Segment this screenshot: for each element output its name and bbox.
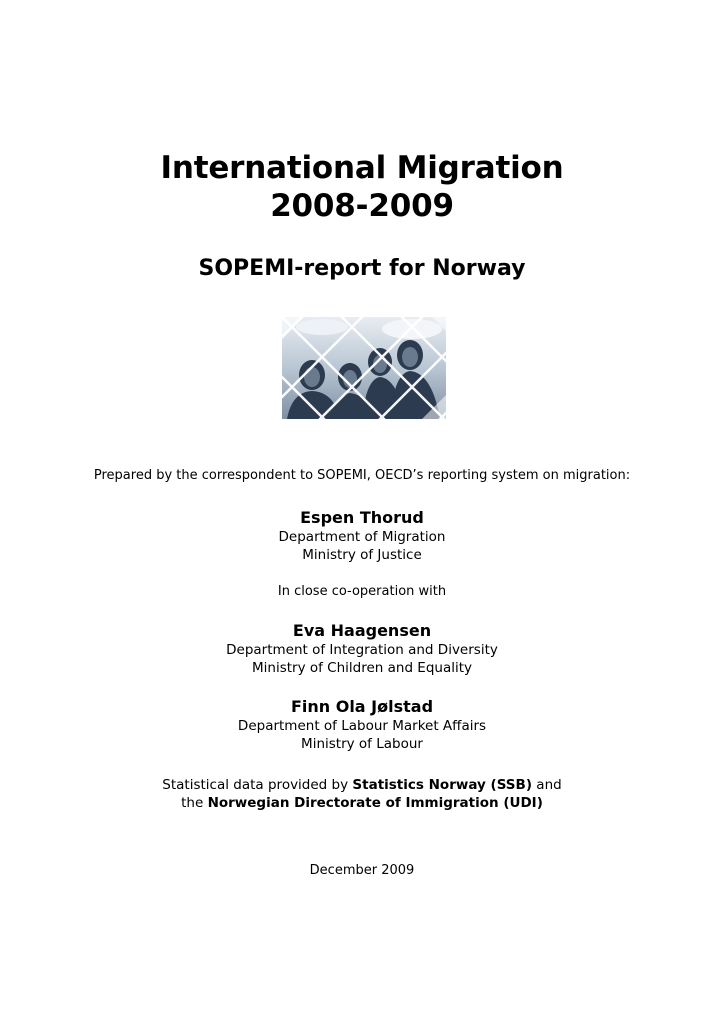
statistics-and: and <box>532 777 562 793</box>
group-photo-image <box>282 317 446 419</box>
cover-photo <box>282 317 446 419</box>
statistics-prefix: Statistical data provided by <box>162 777 353 793</box>
document-title <box>0 149 724 225</box>
author-name: Eva Haagensen <box>292 621 432 640</box>
publication-date: December 2009 <box>309 863 415 878</box>
title-line-1: International Migration <box>160 150 564 186</box>
author-ministry: Ministry of Children and Equality <box>251 660 473 676</box>
author-department: Department of Labour Market Affairs <box>237 718 487 734</box>
title-line-2: 2008-2009 <box>270 188 454 224</box>
author-name: Espen Thorud <box>300 508 424 527</box>
statistics-line-2 <box>0 794 724 812</box>
author-department: Department of Migration <box>278 529 446 545</box>
author-block-3 <box>0 697 724 753</box>
statistics-credit <box>0 776 724 812</box>
statistics-the: the <box>181 795 208 811</box>
udi-name: Norwegian Directorate of Immigration (UDI) <box>207 795 543 811</box>
cooperation-text: In close co-operation with <box>277 584 447 599</box>
statistics-line-1 <box>0 776 724 794</box>
author-name: Finn Ola Jølstad <box>290 697 434 716</box>
author-block-1 <box>0 508 724 564</box>
author-ministry: Ministry of Labour <box>301 736 423 752</box>
prepared-by-text: Prepared by the correspondent to SOPEMI, OECD’s reporting system on migration: <box>93 468 631 483</box>
document-subtitle: SOPEMI-report for Norway <box>198 256 526 281</box>
ssb-name: Statistics Norway (SSB) <box>352 777 532 793</box>
author-ministry: Ministry of Justice <box>302 547 422 563</box>
author-block-2 <box>0 621 724 677</box>
author-department: Department of Integration and Diversity <box>226 642 498 658</box>
